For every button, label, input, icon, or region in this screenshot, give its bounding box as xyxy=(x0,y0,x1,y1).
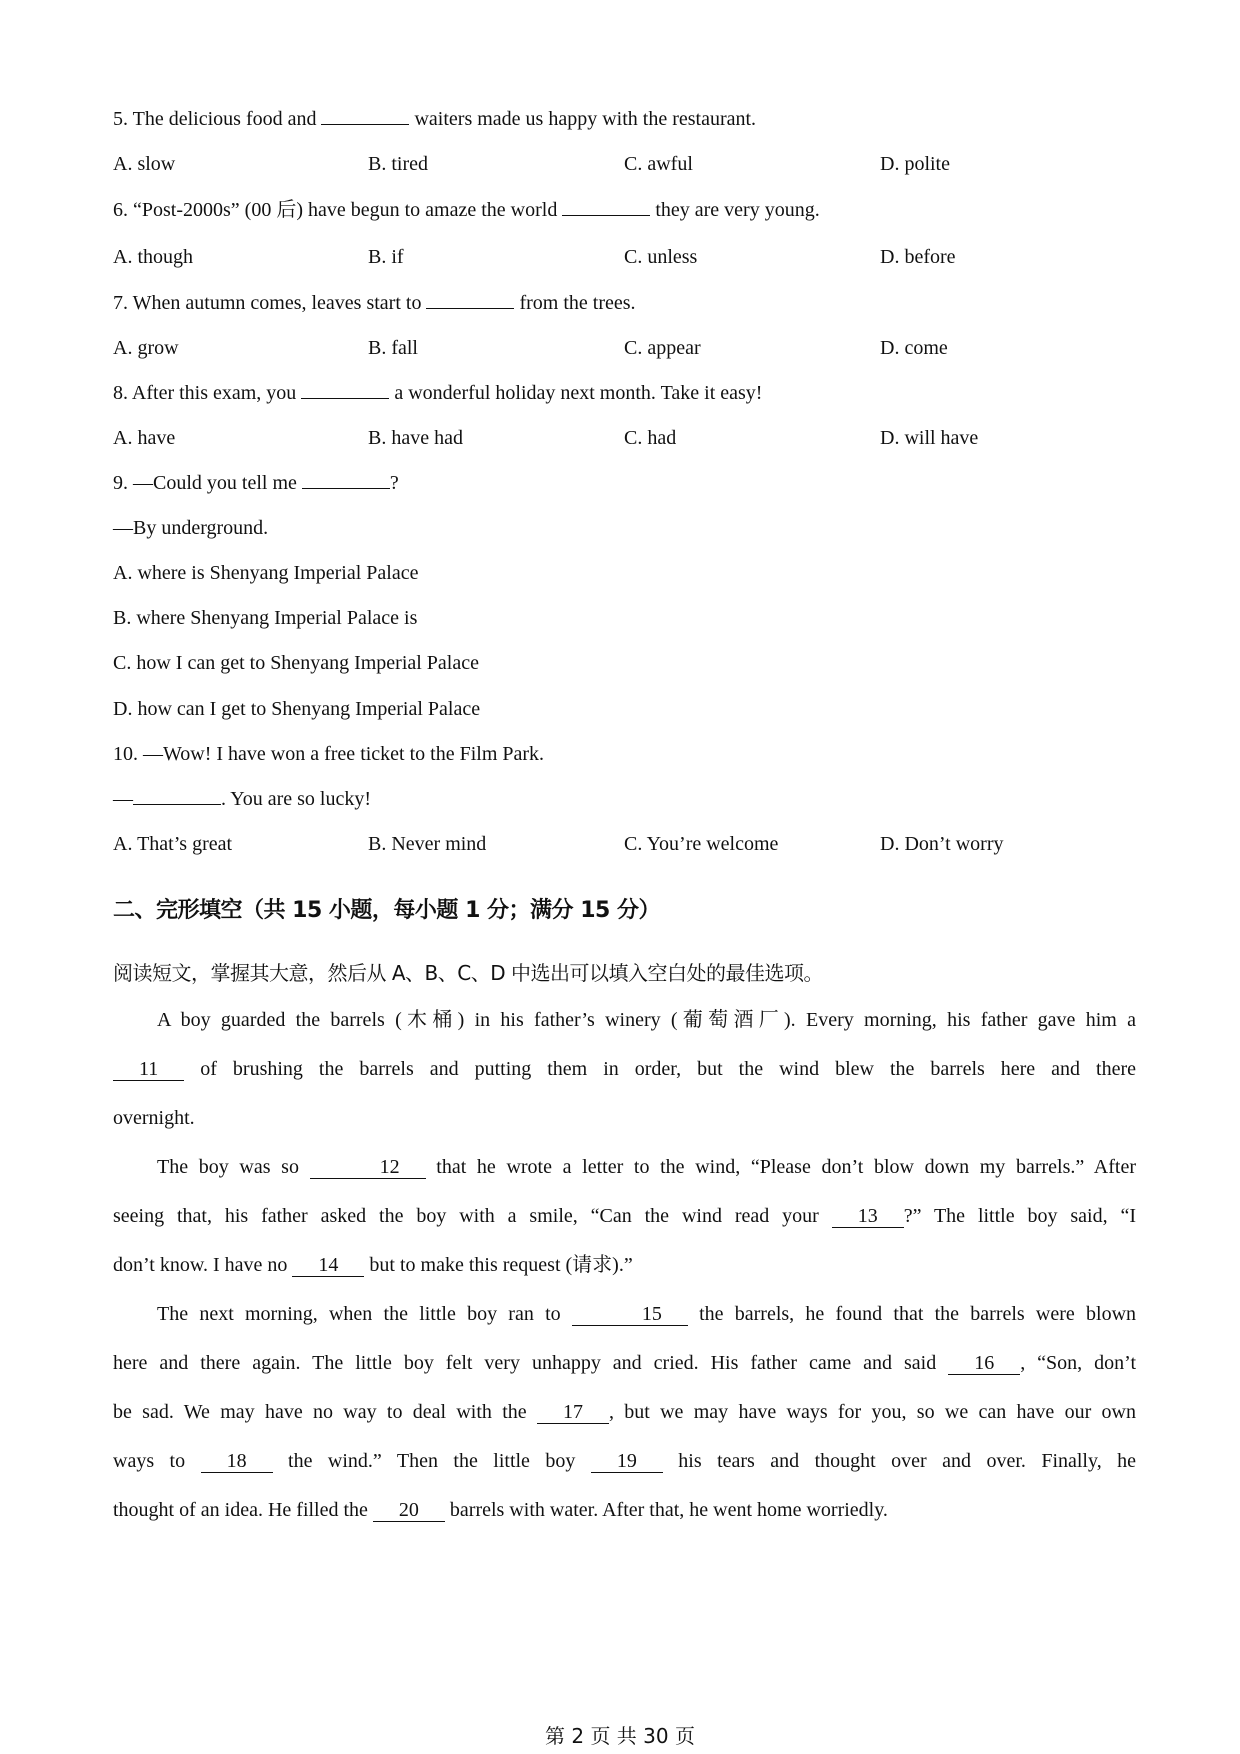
blank-12: 12 xyxy=(310,1156,426,1179)
text: , but we may have ways for you, so we can have our own xyxy=(608,1401,1136,1423)
text: seeing that, his father asked the boy with a smile, “Can the wind read your xyxy=(113,1205,819,1227)
text: his tears and thought over and over. Finally, he xyxy=(678,1450,1137,1472)
q-text: waiters made us happy with the restaurant. xyxy=(414,108,757,130)
passage-line: overnight. xyxy=(113,1107,195,1129)
option-b: B. if xyxy=(368,246,404,268)
text: be sad. We may have no way to deal with the xyxy=(113,1401,527,1423)
dash: — xyxy=(113,788,133,810)
answer-blank xyxy=(301,380,389,399)
q-text: ? xyxy=(389,472,399,494)
option-a: A. That’s great xyxy=(113,833,233,855)
option-d: D. before xyxy=(880,246,956,268)
q-number: 7. xyxy=(113,292,128,314)
passage-line xyxy=(113,1290,1136,1339)
q-text: The delicious food and xyxy=(132,108,317,130)
question-10 xyxy=(113,741,544,767)
option-d: D. will have xyxy=(880,427,979,449)
section-title: 二、完形填空（共 15 小题，每小题 1 分；满分 15 分） xyxy=(113,898,660,923)
text: ways to xyxy=(113,1450,186,1472)
question-5 xyxy=(113,106,756,132)
section-instruction: 阅读短文，掌握其大意，然后从 A、B、C、D 中选出可以填入空白处的最佳选项。 xyxy=(113,961,823,985)
answer-blank xyxy=(302,470,390,489)
option-b: B. Never mind xyxy=(368,833,487,855)
answer-blank xyxy=(133,786,221,805)
blank-11: 11 xyxy=(113,1058,184,1081)
text: barrels with water. After that, he went home worriedly. xyxy=(449,1499,888,1521)
q-text: When autumn comes, leaves start to xyxy=(132,292,422,314)
passage-line xyxy=(113,1143,1136,1192)
q-number: 6. xyxy=(113,199,128,221)
text: The boy was so xyxy=(157,1156,299,1178)
question-7 xyxy=(113,290,636,316)
passage-line xyxy=(113,1388,1136,1437)
option-b: B. have had xyxy=(368,427,463,449)
blank-20: 20 xyxy=(373,1499,445,1522)
text: the barrels, he found that the barrels were blown xyxy=(699,1303,1137,1325)
option-a: A. slow xyxy=(113,153,176,175)
question-8 xyxy=(113,380,762,406)
option-c: C. had xyxy=(624,427,677,449)
blank-13: 13 xyxy=(832,1205,904,1228)
option-c: C. appear xyxy=(624,337,701,359)
page-number: 第 2 页 共 30 页 xyxy=(545,1724,695,1748)
option-a: A. where is Shenyang Imperial Palace xyxy=(113,562,419,584)
q-text: from the trees. xyxy=(519,292,636,314)
text: don’t know. I have no xyxy=(113,1254,288,1276)
answer-blank xyxy=(562,197,650,216)
q-text: —Could you tell me xyxy=(133,472,297,494)
text: the wind.” Then the little boy xyxy=(288,1450,576,1472)
text: here and there again. The little boy felt very unhappy and cried. His father came and said xyxy=(113,1352,937,1374)
passage xyxy=(113,996,1136,1535)
question-9 xyxy=(113,470,399,496)
q-number: 9. xyxy=(113,472,128,494)
q-text: they are very young. xyxy=(655,199,820,221)
reply-text: . You are so lucky! xyxy=(221,788,371,810)
blank-15: 15 xyxy=(572,1303,688,1326)
answer-blank xyxy=(321,106,409,125)
text: The next morning, when the little boy ran to xyxy=(157,1303,561,1325)
q-text: “Post-2000s” (00 后) have begun to amaze the world xyxy=(133,199,558,221)
text: of brushing the barrels and putting them in order, but the wind blew the barrels here and there xyxy=(200,1058,1137,1080)
text: but to make this request (请求).” xyxy=(369,1254,633,1276)
option-b: B. fall xyxy=(368,337,418,359)
blank-14: 14 xyxy=(292,1254,364,1277)
option-a: A. have xyxy=(113,427,176,449)
q-text: After this exam, you xyxy=(131,382,297,404)
question-6 xyxy=(113,197,820,223)
blank-17: 17 xyxy=(537,1401,609,1424)
q-number: 5. xyxy=(113,108,128,130)
text: , “Son, don’t xyxy=(1020,1352,1137,1374)
option-c: C. how I can get to Shenyang Imperial Palace xyxy=(113,652,479,674)
text: ?” The little boy said, “I xyxy=(903,1205,1137,1227)
option-a: A. though xyxy=(113,246,193,268)
option-c: C. You’re welcome xyxy=(624,833,779,855)
option-c: C. unless xyxy=(624,246,698,268)
passage-line xyxy=(113,1486,1136,1535)
blank-16: 16 xyxy=(948,1352,1020,1375)
passage-line xyxy=(113,1339,1136,1388)
blank-19: 19 xyxy=(591,1450,663,1473)
option-b: B. tired xyxy=(368,153,428,175)
dialog-reply: —By underground. xyxy=(113,517,269,539)
passage-line xyxy=(113,1437,1136,1486)
option-d: D. polite xyxy=(880,153,950,175)
option-c: C. awful xyxy=(624,153,693,175)
passage-line xyxy=(113,1045,1136,1094)
blank-18: 18 xyxy=(201,1450,273,1473)
passage-line xyxy=(113,1192,1136,1241)
text: that he wrote a letter to the wind, “Please don’t blow down my barrels.” After xyxy=(436,1156,1136,1178)
option-d: D. how can I get to Shenyang Imperial Palace xyxy=(113,698,481,720)
option-a: A. grow xyxy=(113,337,179,359)
q-number: 8. xyxy=(113,382,128,404)
q-text: —Wow! I have won a free ticket to the Film Park. xyxy=(143,743,545,765)
q-number: 10. xyxy=(113,743,138,765)
q-text: a wonderful holiday next month. Take it easy! xyxy=(394,382,763,404)
text: thought of an idea. He filled the xyxy=(113,1499,368,1521)
passage-line: A boy guarded the barrels (木桶) in his father’s winery (葡萄酒厂). Every morning, his father gave him a xyxy=(157,1009,1136,1031)
option-d: D. come xyxy=(880,337,948,359)
answer-blank xyxy=(426,290,514,309)
passage-line xyxy=(113,1241,1136,1290)
option-b: B. where Shenyang Imperial Palace is xyxy=(113,607,418,629)
option-d: D. Don’t worry xyxy=(880,833,1004,855)
dialog-reply xyxy=(113,786,371,812)
